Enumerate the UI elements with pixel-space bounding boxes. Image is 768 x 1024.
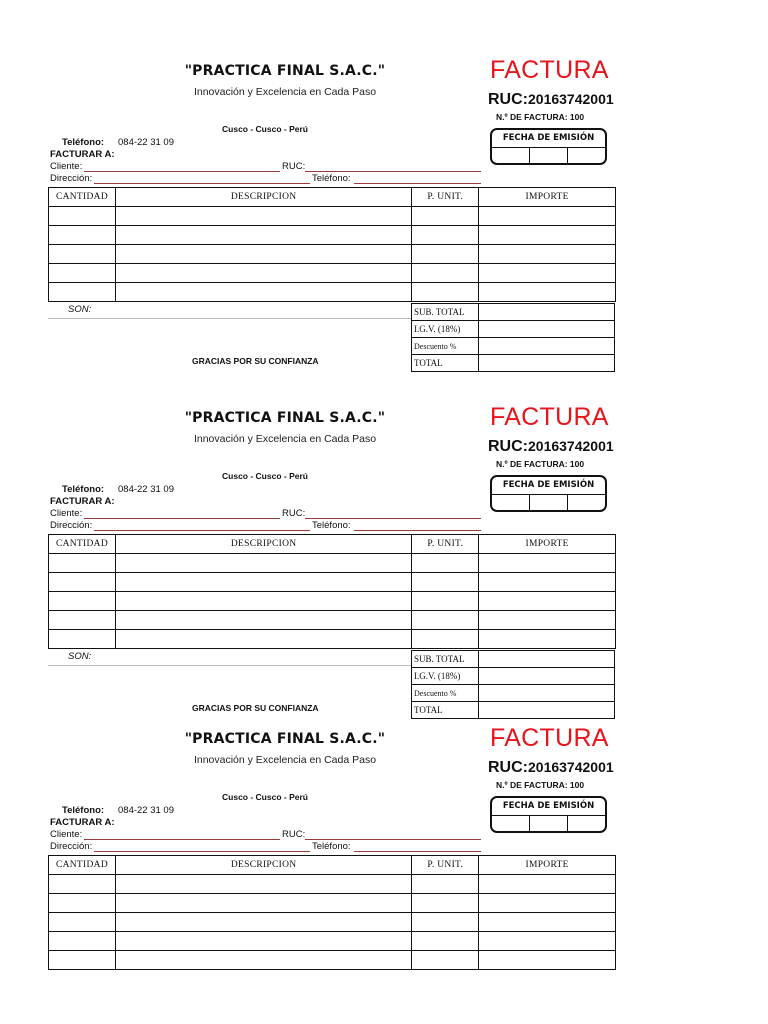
cell-descripcion[interactable] (115, 283, 411, 302)
fecha-emision-cells (492, 148, 605, 165)
telefono-field[interactable] (354, 183, 481, 184)
cell-importe[interactable] (479, 264, 616, 283)
cell-descripcion[interactable] (115, 264, 411, 283)
cliente-label: Cliente: (50, 161, 83, 172)
telefono-value: 084-22 31 09 (118, 805, 174, 816)
header-importe: IMPORTE (479, 535, 616, 554)
direccion-field[interactable] (94, 183, 310, 184)
table-row (49, 554, 616, 573)
cell-p-unit[interactable] (412, 283, 479, 302)
cell-importe[interactable] (479, 573, 616, 592)
table-row (49, 875, 616, 894)
cell-importe[interactable] (479, 226, 616, 245)
subtotal-value[interactable] (479, 651, 615, 668)
subtotal-label: SUB. TOTAL (412, 651, 479, 668)
header-p-unit: P. UNIT. (412, 856, 479, 875)
cell-descripcion[interactable] (115, 592, 411, 611)
cell-importe[interactable] (479, 207, 616, 226)
cell-cantidad[interactable] (49, 913, 116, 932)
invoice-number: N.º DE FACTURA: 100 (496, 112, 585, 122)
invoice-number: N.º DE FACTURA: 100 (496, 459, 585, 469)
table-row (49, 573, 616, 592)
header-p-unit: P. UNIT. (412, 188, 479, 207)
telefono-label: Teléfono: (62, 805, 105, 816)
cell-importe[interactable] (479, 913, 616, 932)
fecha-day-cell[interactable] (492, 495, 530, 512)
table-row (49, 226, 616, 245)
cell-descripcion[interactable] (115, 932, 411, 951)
igv-value[interactable] (479, 321, 615, 338)
cell-descripcion[interactable] (115, 951, 411, 970)
telefono-label: Teléfono: (62, 137, 105, 148)
header-cantidad: CANTIDAD (49, 535, 116, 554)
igv-label: I.G.V. (18%) (412, 668, 479, 685)
table-row (49, 932, 616, 951)
cell-importe[interactable] (479, 592, 616, 611)
company-slogan: Innovación y Excelencia en Cada Paso (193, 433, 377, 445)
company-city: Cusco - Cusco - Perú (222, 471, 308, 481)
cell-p-unit[interactable] (412, 875, 479, 894)
cell-p-unit[interactable] (412, 630, 479, 649)
descuento-label: Descuento % (412, 685, 479, 702)
ruc-label: RUC: (488, 438, 528, 455)
fecha-year-cell[interactable] (568, 148, 605, 165)
cell-cantidad[interactable] (49, 207, 116, 226)
header-cantidad: CANTIDAD (49, 856, 116, 875)
cell-descripcion[interactable] (115, 207, 411, 226)
factura-title: FACTURA (490, 403, 609, 431)
cell-cantidad[interactable] (49, 554, 116, 573)
header-cantidad: CANTIDAD (49, 188, 116, 207)
cell-importe[interactable] (479, 894, 616, 913)
cell-descripcion[interactable] (115, 245, 411, 264)
cell-p-unit[interactable] (412, 913, 479, 932)
descuento-label: Descuento % (412, 338, 479, 355)
son-row[interactable] (48, 304, 412, 319)
telefono-value: 084-22 31 09 (118, 484, 174, 495)
cell-importe[interactable] (479, 611, 616, 630)
table-row (49, 913, 616, 932)
cell-p-unit[interactable] (412, 264, 479, 283)
fecha-emision-box (490, 796, 607, 833)
cell-descripcion[interactable] (115, 875, 411, 894)
fecha-month-cell[interactable] (530, 816, 568, 833)
invoice-number: N.º DE FACTURA: 100 (496, 780, 585, 790)
cell-p-unit[interactable] (412, 592, 479, 611)
table-row (49, 245, 616, 264)
table-row (49, 894, 616, 913)
cell-p-unit[interactable] (412, 207, 479, 226)
direccion-field[interactable] (94, 851, 310, 852)
facturar-a-label: FACTURAR A: (50, 817, 115, 828)
ruc-header (488, 91, 614, 109)
fecha-emision-label: FECHA DE EMISIÓN (492, 477, 605, 495)
factura-title: FACTURA (490, 56, 609, 84)
cell-importe[interactable] (479, 951, 616, 970)
fecha-emision-box (490, 128, 607, 165)
cell-importe[interactable] (479, 283, 616, 302)
cell-p-unit[interactable] (412, 932, 479, 951)
son-label: SON: (68, 304, 92, 315)
ruc-header (488, 759, 614, 777)
cell-descripcion[interactable] (115, 894, 411, 913)
cell-descripcion[interactable] (115, 913, 411, 932)
subtotal-label: SUB. TOTAL (412, 304, 479, 321)
table-row (49, 611, 616, 630)
table-row (49, 951, 616, 970)
cell-descripcion[interactable] (115, 226, 411, 245)
cell-cantidad[interactable] (49, 951, 116, 970)
fecha-day-cell[interactable] (492, 816, 530, 833)
items-table (48, 534, 616, 649)
ruc-header (488, 438, 614, 456)
cell-importe[interactable] (479, 932, 616, 951)
company-city: Cusco - Cusco - Perú (222, 124, 308, 134)
ruc-number: 20163742001 (528, 438, 614, 454)
telefono-field-label: Teléfono: (312, 841, 351, 852)
items-table (48, 187, 616, 302)
telefono-field-label: Teléfono: (312, 173, 351, 184)
ruc-field-label: RUC: (282, 161, 306, 172)
cliente-field[interactable] (84, 839, 280, 840)
header-descripcion: DESCRIPCION (115, 535, 411, 554)
table-row (49, 264, 616, 283)
telefono-field[interactable] (354, 851, 481, 852)
cell-descripcion[interactable] (115, 554, 411, 573)
ruc-number: 20163742001 (528, 759, 614, 775)
fecha-emision-label: FECHA DE EMISIÓN (492, 130, 605, 148)
cell-cantidad[interactable] (49, 264, 116, 283)
ruc-number: 20163742001 (528, 91, 614, 107)
cell-descripcion[interactable] (115, 611, 411, 630)
cell-cantidad[interactable] (49, 875, 116, 894)
items-table (48, 855, 616, 970)
ruc-field[interactable] (305, 839, 481, 840)
company-name: "PRACTICA FINAL S.A.C." (184, 410, 386, 426)
ruc-field-label: RUC: (282, 508, 306, 519)
header-p-unit: P. UNIT. (412, 535, 479, 554)
telefono-field[interactable] (354, 530, 481, 531)
invoice-2 (0, 347, 768, 715)
gracias-text: GRACIAS POR SU CONFIANZA (192, 703, 319, 713)
ruc-field-label: RUC: (282, 829, 306, 840)
facturar-a-label: FACTURAR A: (50, 149, 115, 160)
cell-cantidad[interactable] (49, 245, 116, 264)
fecha-emision-label: FECHA DE EMISIÓN (492, 798, 605, 816)
cell-p-unit[interactable] (412, 245, 479, 264)
table-row (49, 630, 616, 649)
cell-importe[interactable] (479, 630, 616, 649)
company-name: "PRACTICA FINAL S.A.C." (184, 731, 386, 747)
cell-p-unit[interactable] (412, 894, 479, 913)
cell-p-unit[interactable] (412, 226, 479, 245)
cell-descripcion[interactable] (115, 630, 411, 649)
table-row (49, 592, 616, 611)
fecha-month-cell[interactable] (530, 148, 568, 165)
ruc-label: RUC: (488, 759, 528, 776)
fecha-year-cell[interactable] (568, 816, 605, 833)
son-row[interactable] (48, 651, 412, 666)
company-slogan: Innovación y Excelencia en Cada Paso (193, 754, 377, 766)
telefono-label: Teléfono: (62, 484, 105, 495)
cell-p-unit[interactable] (412, 611, 479, 630)
fecha-emision-cells (492, 495, 605, 512)
son-label: SON: (68, 651, 92, 662)
cell-descripcion[interactable] (115, 573, 411, 592)
cell-importe[interactable] (479, 245, 616, 264)
cliente-field[interactable] (84, 518, 280, 519)
cell-cantidad[interactable] (49, 592, 116, 611)
fecha-day-cell[interactable] (492, 148, 530, 165)
company-city: Cusco - Cusco - Perú (222, 792, 308, 802)
fecha-emision-cells (492, 816, 605, 833)
direccion-label: Dirección: (50, 520, 93, 531)
direccion-field[interactable] (94, 530, 310, 531)
cell-importe[interactable] (479, 875, 616, 894)
ruc-field[interactable] (305, 171, 481, 172)
fecha-year-cell[interactable] (568, 495, 605, 512)
cell-cantidad[interactable] (49, 894, 116, 913)
cell-p-unit[interactable] (412, 951, 479, 970)
direccion-label: Dirección: (50, 173, 93, 184)
cell-p-unit[interactable] (412, 573, 479, 592)
cliente-label: Cliente: (50, 508, 83, 519)
cell-cantidad[interactable] (49, 611, 116, 630)
company-slogan: Innovación y Excelencia en Cada Paso (193, 86, 377, 98)
header-descripcion: DESCRIPCION (115, 856, 411, 875)
cell-p-unit[interactable] (412, 554, 479, 573)
table-row (49, 283, 616, 302)
telefono-field-label: Teléfono: (312, 520, 351, 531)
cell-importe[interactable] (479, 554, 616, 573)
company-name: "PRACTICA FINAL S.A.C." (184, 63, 386, 79)
factura-title: FACTURA (490, 724, 609, 752)
header-importe: IMPORTE (479, 188, 616, 207)
cliente-field[interactable] (84, 171, 280, 172)
fecha-month-cell[interactable] (530, 495, 568, 512)
cliente-label: Cliente: (50, 829, 83, 840)
total-label: TOTAL (412, 355, 479, 372)
igv-label: I.G.V. (18%) (412, 321, 479, 338)
cell-cantidad[interactable] (49, 226, 116, 245)
cell-cantidad[interactable] (49, 573, 116, 592)
facturar-a-label: FACTURAR A: (50, 496, 115, 507)
header-descripcion: DESCRIPCION (115, 188, 411, 207)
direccion-label: Dirección: (50, 841, 93, 852)
cell-cantidad[interactable] (49, 283, 116, 302)
ruc-label: RUC: (488, 91, 528, 108)
total-label: TOTAL (412, 702, 479, 719)
cell-cantidad[interactable] (49, 932, 116, 951)
gracias-text: GRACIAS POR SU CONFIANZA (192, 356, 319, 366)
subtotal-value[interactable] (479, 304, 615, 321)
cell-cantidad[interactable] (49, 630, 116, 649)
fecha-emision-box (490, 475, 607, 512)
invoice-1 (0, 0, 768, 368)
telefono-value: 084-22 31 09 (118, 137, 174, 148)
table-row (49, 207, 616, 226)
header-importe: IMPORTE (479, 856, 616, 875)
invoice-3 (0, 668, 768, 1024)
ruc-field[interactable] (305, 518, 481, 519)
